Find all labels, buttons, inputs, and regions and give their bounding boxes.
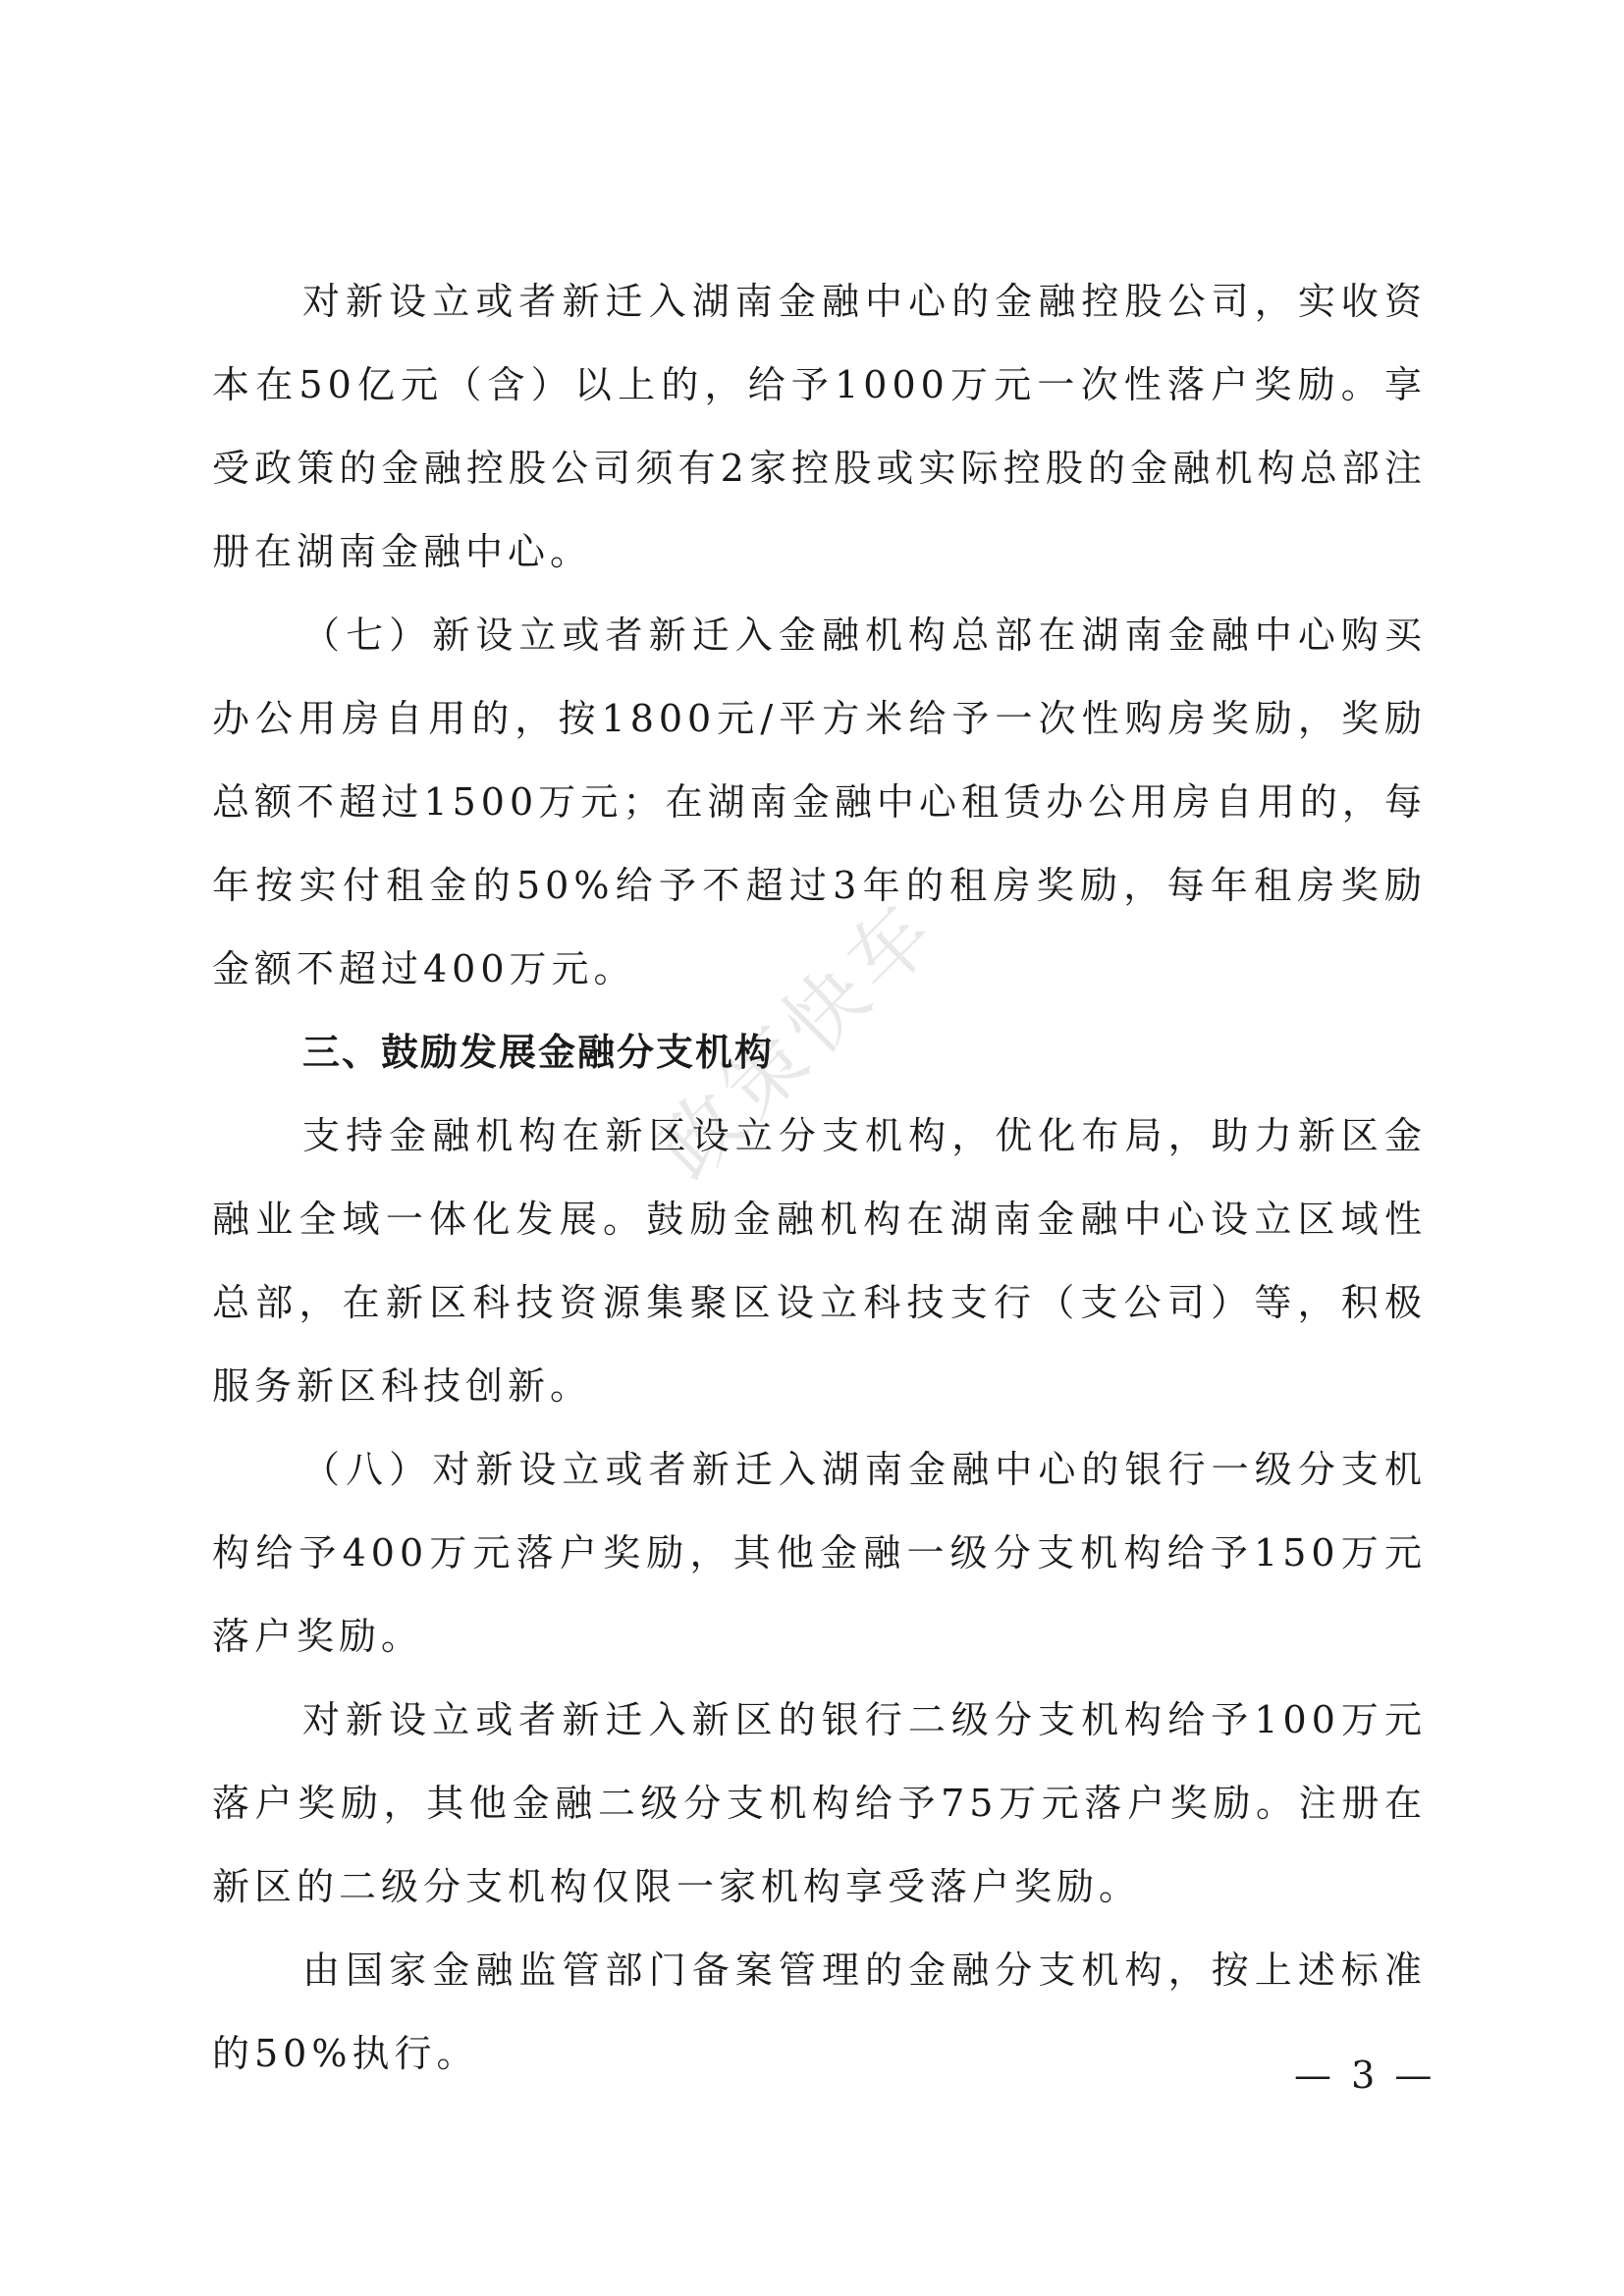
- paragraph-filing-standard: 由国家金融监管部门备案管理的金融分支机构，按上述标准的50%执行。: [212, 1949, 1427, 2075]
- paragraph-secondary-branch: 对新设立或者新迁入新区的银行二级分支机构给予100万元落户奖励，其他金融二级分支机构给予75万元落户奖励。注册在新区的二级分支机构仅限一家机构享受落户奖励。: [212, 1698, 1427, 1908]
- paragraph-branch-support: 支持金融机构在新区设立分支机构，优化布局，助力新区金融业全域一体化发展。鼓励金融机构在湖南金融中心设立区域性总部，在新区科技资源集聚区设立科技支行（支公司）等，积极服务新区科技创新。: [212, 1114, 1427, 1408]
- document-body: [212, 260, 1427, 2096]
- paragraph-clause-8: （八）对新设立或者新迁入湖南金融中心的银行一级分支机构给予400万元落户奖励，其他金融一级分支机构给予150万元落户奖励。: [212, 1448, 1427, 1658]
- paragraph-clause-7: （七）新设立或者新迁入金融机构总部在湖南金融中心购买办公用房自用的，按1800元/平方米给予一次性购房奖励，奖励总额不超过1500万元；在湖南金融中心租赁办公用房自用的，每年按实付租金的50%给予不超过3年的租房奖励，每年租房奖励金额不超过400万元。: [212, 614, 1427, 990]
- page-number: — 3 —: [1294, 2054, 1436, 2097]
- watermark: 政策快车: [640, 881, 957, 1198]
- section-heading: 三、鼓励发展金融分支机构: [302, 1031, 775, 1074]
- paragraph-financial-holding: 对新设立或者新迁入湖南金融中心的金融控股公司，实收资本在50亿元（含）以上的，给予1000万元一次性落户奖励。享受政策的金融控股公司须有2家控股或实际控股的金融机构总部注册在湖南金融中心。: [212, 280, 1427, 573]
